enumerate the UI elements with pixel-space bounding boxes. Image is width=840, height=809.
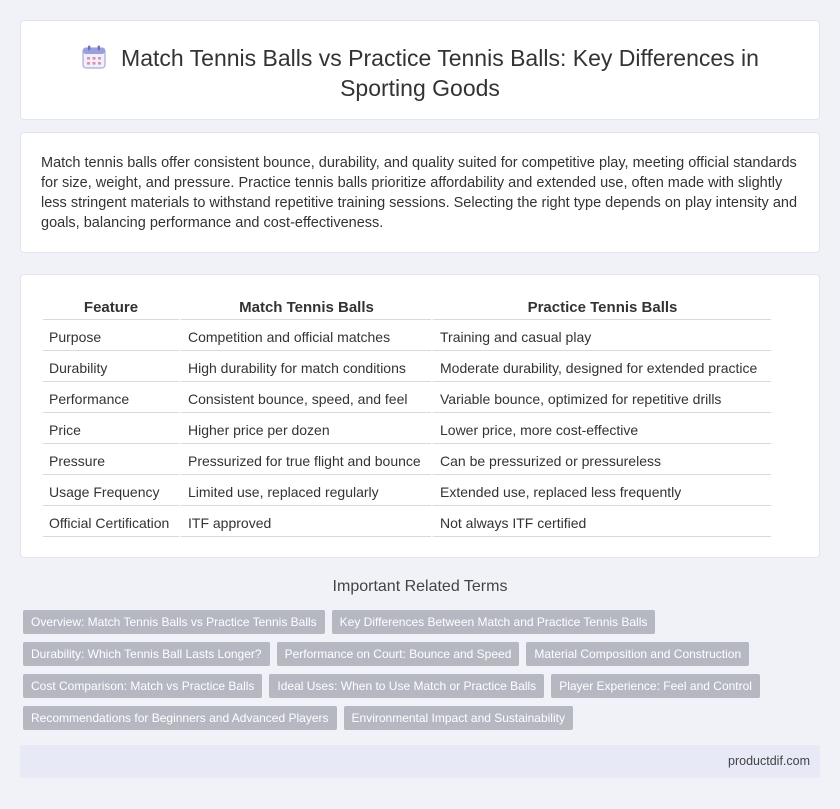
match-cell: Pressurized for true flight and bounce: [179, 444, 431, 475]
table-row: [43, 320, 771, 351]
calendar-icon: [81, 44, 107, 70]
table-row: [43, 351, 771, 382]
table-header-row: [43, 297, 771, 320]
footer-bar: [20, 745, 820, 778]
feature-cell: Durability: [43, 351, 179, 382]
practice-cell: Training and casual play: [431, 320, 771, 351]
summary-card: [20, 132, 820, 253]
related-terms-title: Important Related Terms: [332, 578, 508, 595]
feature-cell: Performance: [43, 382, 179, 413]
comparison-table: [43, 297, 771, 537]
related-term-tag[interactable]: Ideal Uses: When to Use Match or Practice Balls: [269, 674, 544, 698]
table-row: [43, 413, 771, 444]
related-term-tag[interactable]: Key Differences Between Match and Practice Tennis Balls: [332, 610, 656, 634]
table-row: [43, 475, 771, 506]
related-term-tag[interactable]: Overview: Match Tennis Balls vs Practice Tennis Balls: [23, 610, 325, 634]
related-terms-list: [23, 610, 813, 730]
related-term-tag[interactable]: Player Experience: Feel and Control: [551, 674, 760, 698]
header-practice-balls: Practice Tennis Balls: [431, 297, 771, 320]
practice-cell: Can be pressurized or pressureless: [431, 444, 771, 475]
related-term-tag[interactable]: Environmental Impact and Sustainability: [344, 706, 573, 730]
footer-site-link[interactable]: productdif.com: [728, 754, 810, 768]
feature-cell: Usage Frequency: [43, 475, 179, 506]
feature-cell: Price: [43, 413, 179, 444]
match-cell: High durability for match conditions: [179, 351, 431, 382]
summary-text: Match tennis balls offer consistent bounce, durability, and quality suited for competitive play, meeting official standards for size, weight, and pressure. Practice tennis balls prioritize affordability and extended use, often made with slightly less stringent materials to withstand repetitive training sessions. Selecting the right type depends on play intensity and goals, balancing performance and cost-effectiveness.: [41, 155, 798, 231]
practice-cell: Extended use, replaced less frequently: [431, 475, 771, 506]
comparison-table-card: [20, 274, 820, 558]
table-row: [43, 444, 771, 475]
page-title-wrap: [61, 43, 779, 103]
practice-cell: Variable bounce, optimized for repetitive drills: [431, 382, 771, 413]
match-cell: ITF approved: [179, 506, 431, 537]
header-feature: Feature: [43, 297, 179, 320]
match-cell: Consistent bounce, speed, and feel: [179, 382, 431, 413]
match-cell: Limited use, replaced regularly: [179, 475, 431, 506]
related-term-tag[interactable]: Material Composition and Construction: [526, 642, 749, 666]
feature-cell: Official Certification: [43, 506, 179, 537]
related-term-tag[interactable]: Recommendations for Beginners and Advanced Players: [23, 706, 337, 730]
practice-cell: Moderate durability, designed for extended practice: [431, 351, 771, 382]
match-cell: Competition and official matches: [179, 320, 431, 351]
related-term-tag[interactable]: Performance on Court: Bounce and Speed: [277, 642, 520, 666]
feature-cell: Purpose: [43, 320, 179, 351]
header-card: [20, 20, 820, 120]
practice-cell: Not always ITF certified: [431, 506, 771, 537]
page-title: Match Tennis Balls vs Practice Tennis Balls: Key Differences in Sporting Goods: [121, 45, 759, 101]
practice-cell: Lower price, more cost-effective: [431, 413, 771, 444]
related-term-tag[interactable]: Cost Comparison: Match vs Practice Balls: [23, 674, 262, 698]
related-term-tag[interactable]: Durability: Which Tennis Ball Lasts Longer?: [23, 642, 270, 666]
match-cell: Higher price per dozen: [179, 413, 431, 444]
header-match-balls: Match Tennis Balls: [179, 297, 431, 320]
feature-cell: Pressure: [43, 444, 179, 475]
table-row: [43, 382, 771, 413]
table-row: [43, 506, 771, 537]
